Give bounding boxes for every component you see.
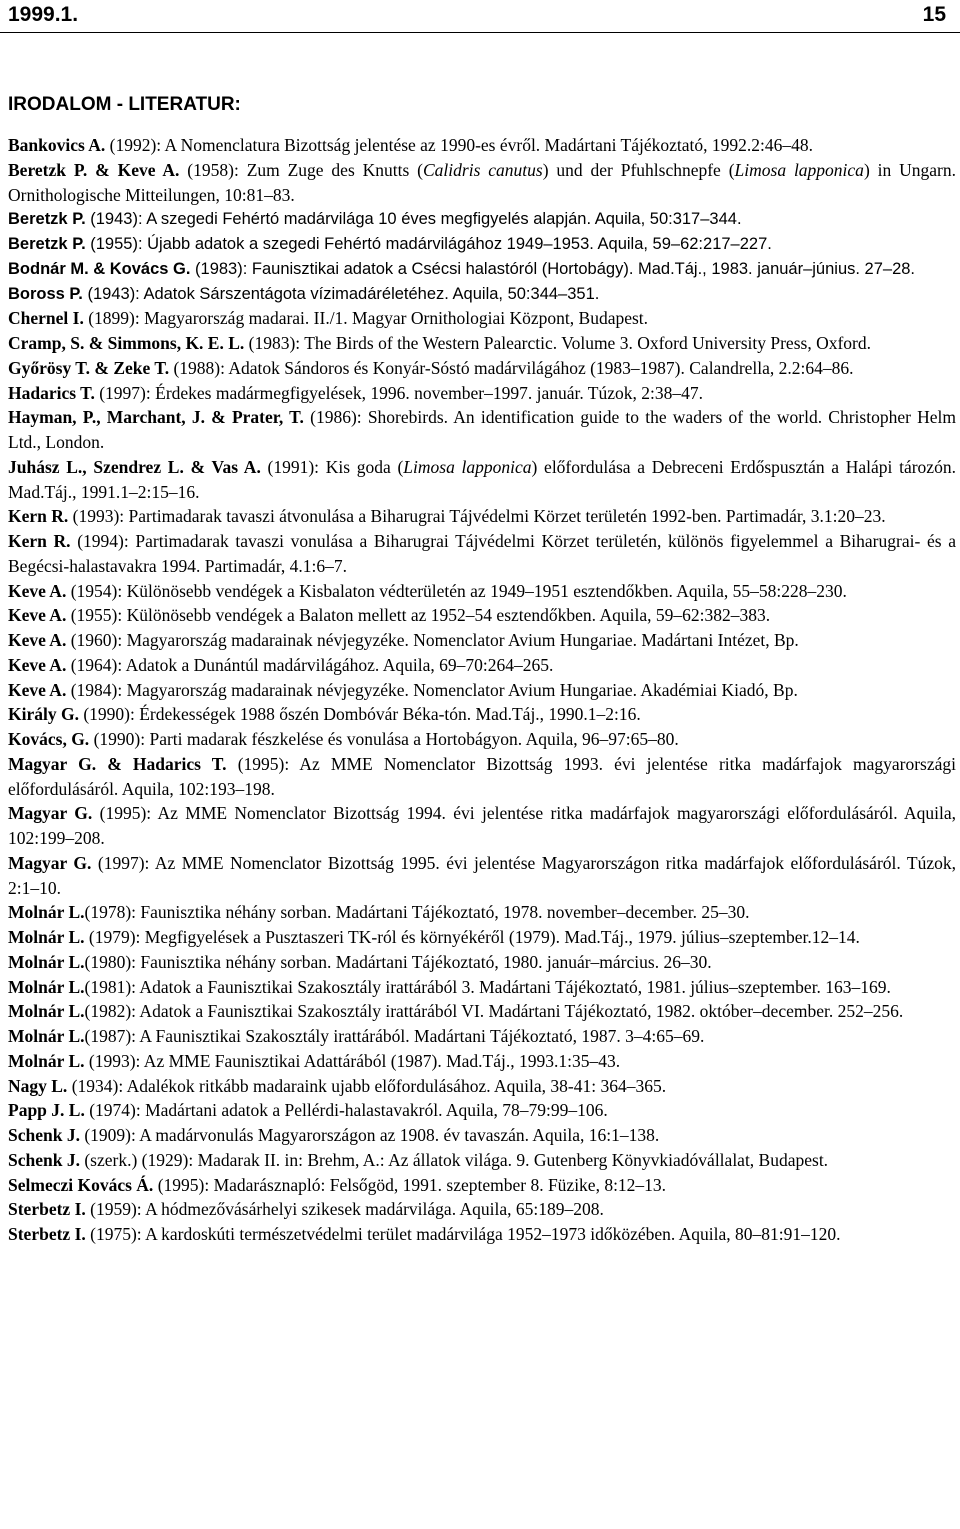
reference-author: Magyar G. (8, 803, 93, 824)
reference-author: Molnár L. (8, 951, 85, 972)
reference-text: (1980): Faunisztika néhány sorban. Madártani Tájékoztató, 1980. január–március. 26–30. (84, 951, 712, 972)
reference-entry (8, 1123, 956, 1148)
reference-text: (1943): Adatok Sárszentágota vízimadáréletéhez. Aquila, 50:344–351. (82, 284, 600, 303)
reference-author: Molnár L. (8, 976, 85, 997)
reference-text: (1934): Adalékok ritkább madaraink ujabb előfordulásához. Aquila, 38-41: 364–365. (67, 1075, 667, 1096)
reference-author: Papp J. L. (8, 1100, 85, 1121)
reference-text: (1990): Érdekességek 1988 őszén Dombóvár Béka-tón. Mad.Táj., 1990.1–2:16. (78, 704, 641, 725)
reference-text: (1986): Shorebirds. An identification guide to the waders of the world. Christopher Helm Ltd., London. (8, 407, 956, 452)
reference-text: (1995): Az MME Nomenclator Bizottság 1993. évi jelentése ritka madárfajok magyarországi előfordulásáról. Aquila, 102:193–198. (8, 753, 956, 799)
reference-entry (8, 603, 956, 628)
reference-text: (1982): Adatok a Faunisztikai Szakosztály irattárából VI. Madártani Tájékoztató, 1982. október–december. 252–256. (84, 1001, 904, 1022)
reference-author: Schenk J. (8, 1125, 80, 1145)
reference-text: ) und der Pfuhlschnepfe ( (542, 159, 735, 180)
reference-author: Keve A. (8, 679, 67, 700)
reference-author: Hadarics T. (8, 382, 95, 403)
reference-text: (1974): Madártani adatok a Pellérdi-halastavakról. Aquila, 78–79:99–106. (84, 1100, 608, 1121)
reference-entry (8, 529, 956, 579)
reference-text: (1909): A madárvonulás Magyarországon az 1908. év tavaszán. Aquila, 16:1–138. (79, 1125, 660, 1145)
issue-date: 1999.1. (8, 3, 79, 26)
reference-text: (1960): Magyarország madarainak névjegyzéke. Nomenclator Avium Hungariae. Madártani Intézet, Bp. (66, 630, 799, 650)
reference-text: (1993): Az MME Faunisztikai Adattárából (1987). Mad.Táj., 1993.1:35–43. (84, 1050, 621, 1071)
reference-text: (1958): Zum Zuge des Knutts ( (179, 159, 423, 180)
reference-text: ) in Ungarn. Ornithologische Mitteilungen, 10:81–83. (8, 159, 956, 205)
reference-entry (8, 282, 956, 307)
reference-text: (1978): Faunisztika néhány sorban. Madártani Tájékoztató, 1978. november–december. 25–30. (84, 902, 750, 923)
reference-text: (1899): Magyarország madarai. II./1. Magyar Ornithologiai Központ, Budapest. (83, 308, 649, 329)
reference-entry (8, 381, 956, 406)
reference-text: (1943): A szegedi Fehértó madárvilága 10 éves megfigyelés alapján. Aquila, 50:317–344. (85, 210, 742, 229)
reference-author: Hayman, P., Marchant, J. & Prater, T. (8, 407, 304, 428)
reference-entry (8, 356, 956, 381)
reference-author: Keve A. (8, 630, 67, 650)
header-rule (0, 32, 960, 33)
page-number: 15 (922, 3, 946, 26)
reference-entry (8, 727, 956, 752)
species-name: Limosa lapponica (734, 159, 864, 180)
reference-entry (8, 925, 956, 950)
reference-list (8, 133, 956, 1247)
reference-text: (1995): Madarásznapló: Felsőgöd, 1991. szeptember 8. Füzike, 8:12–13. (153, 1174, 667, 1195)
page-header (0, 0, 960, 36)
reference-author: Bodnár M. & Kovács G. (8, 259, 191, 278)
reference-text: (1959): A hódmezővásárhelyi szikesek madárvilága. Aquila, 65:189–208. (85, 1199, 604, 1220)
reference-author: Kovács, G. (8, 729, 90, 749)
reference-entry (8, 504, 956, 529)
reference-entry (8, 207, 956, 232)
reference-text: (1991): Kis goda ( (260, 456, 404, 477)
reference-author: Cramp, S. & Simmons, K. E. L. (8, 333, 245, 353)
reference-author: Beretzk P. & Keve A. (8, 159, 180, 180)
reference-author: Selmeczi Kovács Á. (8, 1174, 154, 1195)
reference-entry (8, 405, 956, 455)
reference-author: Kern R. (8, 506, 69, 527)
reference-author: Keve A. (8, 654, 67, 675)
reference-author: Beretzk P. (8, 235, 86, 253)
reference-entry (8, 1173, 956, 1198)
reference-author: Keve A. (8, 605, 67, 626)
reference-entry (8, 1024, 956, 1049)
reference-author: Király G. (8, 704, 79, 725)
reference-entry (8, 1222, 956, 1247)
reference-entry (8, 801, 956, 851)
reference-author: Molnár L. (8, 1001, 85, 1022)
reference-entry (8, 752, 956, 802)
reference-entry (8, 579, 956, 604)
reference-entry (8, 331, 956, 356)
reference-entry (8, 950, 956, 975)
reference-entry (8, 133, 956, 158)
reference-author: Juhász L., Szendrez L. & Vas A. (8, 456, 261, 477)
species-name: Calidris canutus (423, 159, 543, 180)
reference-entry (8, 999, 956, 1024)
reference-author: Beretzk P. (8, 210, 86, 229)
reference-author: Győrösy T. & Zeke T. (8, 357, 170, 378)
reference-text: (1955): Újabb adatok a szegedi Fehértó madárvilágához 1949–1953. Aquila, 59–62:217–227. (85, 235, 772, 253)
reference-entry (8, 1098, 956, 1123)
reference-text: (1995): Az MME Nomenclator Bizottság 1994. évi jelentése ritka madárfajok magyarországi előfordulásáról. Aquila, 102:199–208. (8, 803, 956, 848)
reference-entry (8, 455, 956, 505)
reference-entry (8, 1197, 956, 1222)
reference-text: (1964): Adatok a Dunántúl madárvilágához. Aquila, 69–70:264–265. (66, 654, 554, 675)
reference-author: Keve A. (8, 580, 67, 601)
reference-entry (8, 678, 956, 703)
reference-text: (1984): Magyarország madarainak névjegyzéke. Nomenclator Avium Hungariae. Akadémiai Kiadó, Bp. (66, 679, 798, 700)
reference-entry (8, 628, 956, 653)
species-name: Limosa lapponica (403, 456, 532, 477)
reference-text: (1981): Adatok a Faunisztikai Szakosztály irattárából 3. Madártani Tájékoztató, 1981. július–szeptember. 163–169. (84, 976, 891, 997)
reference-author: Sterbetz I. (8, 1224, 86, 1244)
reference-entry (8, 158, 956, 208)
reference-entry (8, 1148, 956, 1173)
reference-text: (1955): Különösebb vendégek a Balaton mellett az 1952–54 esztendőkben. Aquila, 59–62:382–383. (66, 605, 771, 626)
reference-author: Kern R. (8, 531, 71, 551)
reference-text: (1983): The Birds of the Western Palearctic. Volume 3. Oxford University Press, Oxford. (244, 333, 871, 353)
reference-author: Molnár L. (8, 1026, 85, 1046)
reference-text: (1997): Érdekes madármegfigyelések, 1996. november–1997. január. Túzok, 2:38–47. (94, 382, 703, 403)
reference-text: (1993): Partimadarak tavaszi átvonulása a Biharugrai Tájvédelmi Körzet területén 1992-ben. Partimadár, 3.1:20–23. (68, 506, 886, 527)
reference-text: (1954): Különösebb vendégek a Kisbalaton védterületén az 1949–1951 esztendőkben. Aquila, 55–58:228–230. (66, 580, 847, 601)
reference-author: Bankovics A. (8, 135, 106, 155)
reference-text: (1997): Az MME Nomenclator Bizottság 1995. évi jelentése Magyarországon ritka madárfajok előfordulásáról. Túzok, 2:1–10. (8, 852, 956, 898)
reference-text: (szerk.) (1929): Madarak II. in: Brehm, A.: Az állatok világa. 9. Gutenberg Könyvkiadóvállalat, Budapest. (79, 1149, 829, 1170)
reference-entry (8, 1074, 956, 1099)
reference-text: (1983): Faunisztikai adatok a Csécsi halastóról (Hortobágy). Mad.Táj., 1983. január–június. 27–28. (190, 259, 916, 278)
section-title: IRODALOM - LITERATUR: (8, 94, 241, 115)
reference-entry (8, 232, 956, 257)
reference-text: (1987): A Faunisztikai Szakosztály irattárából. Madártani Tájékoztató, 1987. 3–4:65–69. (84, 1026, 705, 1046)
reference-entry (8, 900, 956, 925)
reference-entry (8, 1049, 956, 1074)
reference-text: (1994): Partimadarak tavaszi vonulása a Biharugrai Tájvédelmi Körzet területén, különös figyelemmel a Biharugrai- és a Begécsi-halastavakra 1994. Partimadár, 4.1:6–7. (8, 531, 956, 576)
reference-author: Sterbetz I. (8, 1199, 86, 1220)
reference-text: (1990): Parti madarak fészkelése és vonulása a Hortobágyon. Aquila, 96–97:65–80. (89, 729, 679, 749)
reference-entry (8, 975, 956, 1000)
reference-author: Molnár L. (8, 1050, 85, 1071)
reference-author: Magyar G. & Hadarics T. (8, 753, 227, 774)
reference-entry (8, 653, 956, 678)
reference-entry (8, 306, 956, 331)
reference-text: (1992): A Nomenclatura Bizottság jelentése az 1990-es évről. Madártani Tájékoztató, 1992.2:46–48. (105, 135, 813, 155)
reference-entry (8, 702, 956, 727)
reference-author: Schenk J. (8, 1149, 80, 1170)
reference-text: (1975): A kardoskúti természetvédelmi terület madárvilága 1952–1973 időközében. Aquila, 80–81:91–120. (85, 1224, 841, 1244)
reference-entry (8, 257, 956, 282)
reference-text: (1979): Megfigyelések a Pusztaszeri TK-ról és környékéről (1979). Mad.Táj., 1979. július–szeptember.12–14. (84, 927, 860, 947)
reference-entry (8, 851, 956, 901)
reference-author: Magyar G. (8, 852, 92, 873)
reference-author: Boross P. (8, 284, 83, 303)
reference-text: ) előfordulása a Debreceni Erdőspusztán a Halápi tározón. Mad.Táj., 1991.1–2:15–16. (8, 456, 956, 502)
reference-author: Chernel I. (8, 308, 84, 329)
reference-author: Molnár L. (8, 927, 85, 947)
reference-author: Molnár L. (8, 902, 85, 923)
reference-author: Nagy L. (8, 1075, 68, 1096)
reference-text: (1988): Adatok Sándoros és Konyár-Sóstó madárvilágához (1983–1987). Calandrella, 2.2:64–86. (169, 357, 854, 378)
